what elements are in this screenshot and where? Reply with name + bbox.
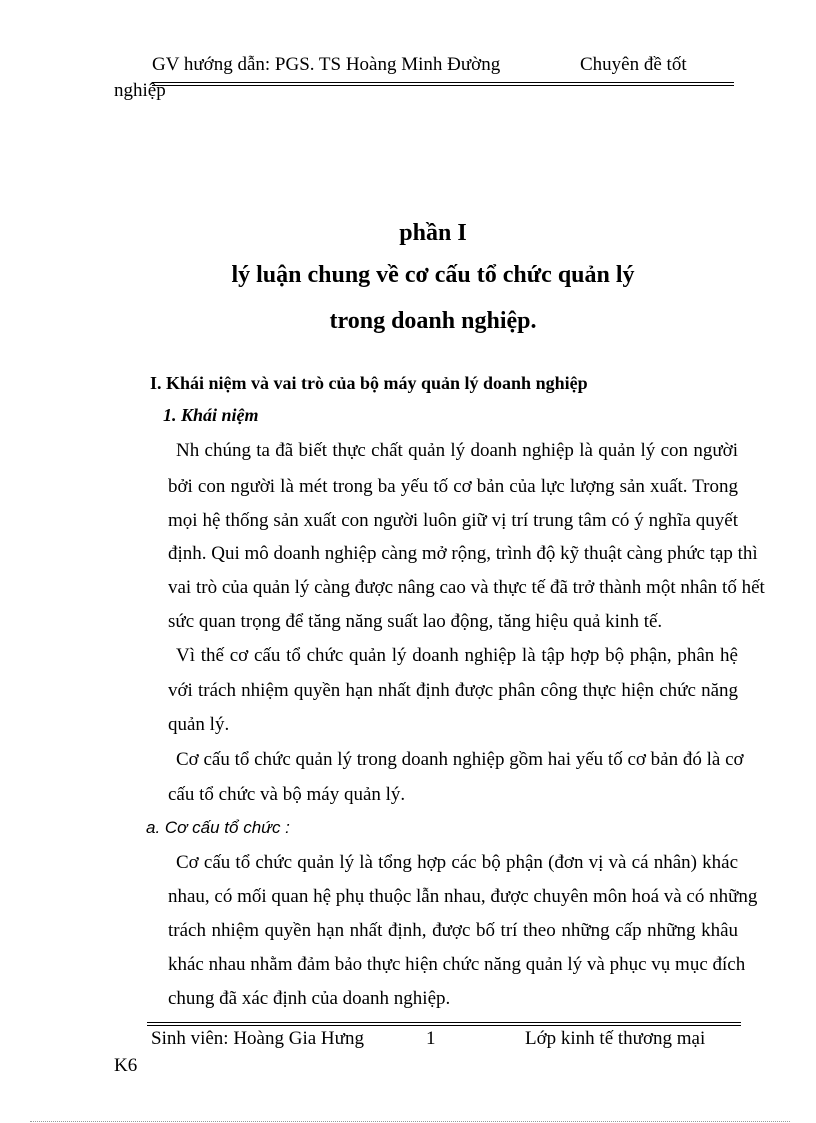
para4-line: trách nhiệm quyền hạn nhất định, được bố trí theo những cấp những khâu xyxy=(168,920,738,941)
header-rule-bottom xyxy=(152,85,734,86)
footer-class: Lớp kinh tế thương mại xyxy=(525,1028,706,1049)
para1-line: mọi hệ thống sản xuất con người luôn giữ vị trí trung tâm có ý nghĩa quyết xyxy=(168,510,738,531)
part-title: phần I xyxy=(399,220,467,246)
para1-line: vai trò của quản lý càng được nâng cao và thực tế đã trở thành một nhân tố hết xyxy=(168,577,765,598)
para2-line: Vì thế cơ cấu tổ chức quản lý doanh nghiệp là tập hợp bộ phận, phân hệ xyxy=(176,645,738,666)
subsection-heading: 1. Khái niệm xyxy=(163,405,259,425)
section-heading: I. Khái niệm và vai trò của bộ máy quản lý doanh nghiệp xyxy=(150,373,588,393)
subsection-a-heading: a. Cơ cấu tổ chức : xyxy=(146,818,290,837)
header-rule-top xyxy=(152,82,734,83)
footer-rule-top xyxy=(147,1022,741,1023)
para1-line: định. Qui mô doanh nghiệp càng mở rộng, trình độ kỹ thuật càng phức tạp thì xyxy=(168,543,758,564)
footer-rule-bottom xyxy=(147,1025,741,1026)
para1-line: sức quan trọng để tăng năng suất lao động, tăng hiệu quả kinh tế. xyxy=(168,611,663,632)
para2-line: với trách nhiệm quyền hạn nhất định được phân công thực hiện chức năng xyxy=(168,680,738,701)
footer-class-wrap: K6 xyxy=(114,1055,138,1076)
header-doc-type: Chuyên đề tốt xyxy=(580,54,687,75)
header-doc-type-wrap: nghiệp xyxy=(114,80,166,101)
para3-line: Cơ cấu tổ chức quản lý trong doanh nghiệp gồm hai yếu tố cơ bản đó là cơ xyxy=(176,749,744,770)
para4-line: nhau, có mối quan hệ phụ thuộc lẫn nhau, được chuyên môn hoá và có những xyxy=(168,886,758,907)
para4-line: chung đã xác định của doanh nghiệp. xyxy=(168,988,451,1009)
para3-line: cấu tổ chức và bộ máy quản lý. xyxy=(168,784,406,805)
para2-line: quản lý. xyxy=(168,714,230,735)
page-bottom-divider xyxy=(30,1121,790,1122)
chapter-title: lý luận chung về cơ cấu tổ chức quản lý xyxy=(231,262,635,288)
para1-line: bởi con người là mét trong ba yếu tố cơ bản của lực lượng sản xuất. Trong xyxy=(168,476,738,497)
para1-line: Nh chúng ta đã biết thực chất quản lý doanh nghiệp là quản lý con người xyxy=(176,440,738,461)
chapter-subtitle: trong doanh nghiệp. xyxy=(329,308,537,334)
footer-student: Sinh viên: Hoàng Gia Hưng xyxy=(151,1028,364,1049)
para4-line: khác nhau nhằm đảm bảo thực hiện chức năng quản lý và phục vụ mục đích xyxy=(168,954,746,975)
para4-line: Cơ cấu tổ chức quản lý là tổng hợp các bộ phận (đơn vị và cá nhân) khác xyxy=(176,852,738,873)
header-instructor: GV hướng dẫn: PGS. TS Hoàng Minh Đường xyxy=(152,54,501,75)
page-number: 1 xyxy=(426,1028,436,1049)
